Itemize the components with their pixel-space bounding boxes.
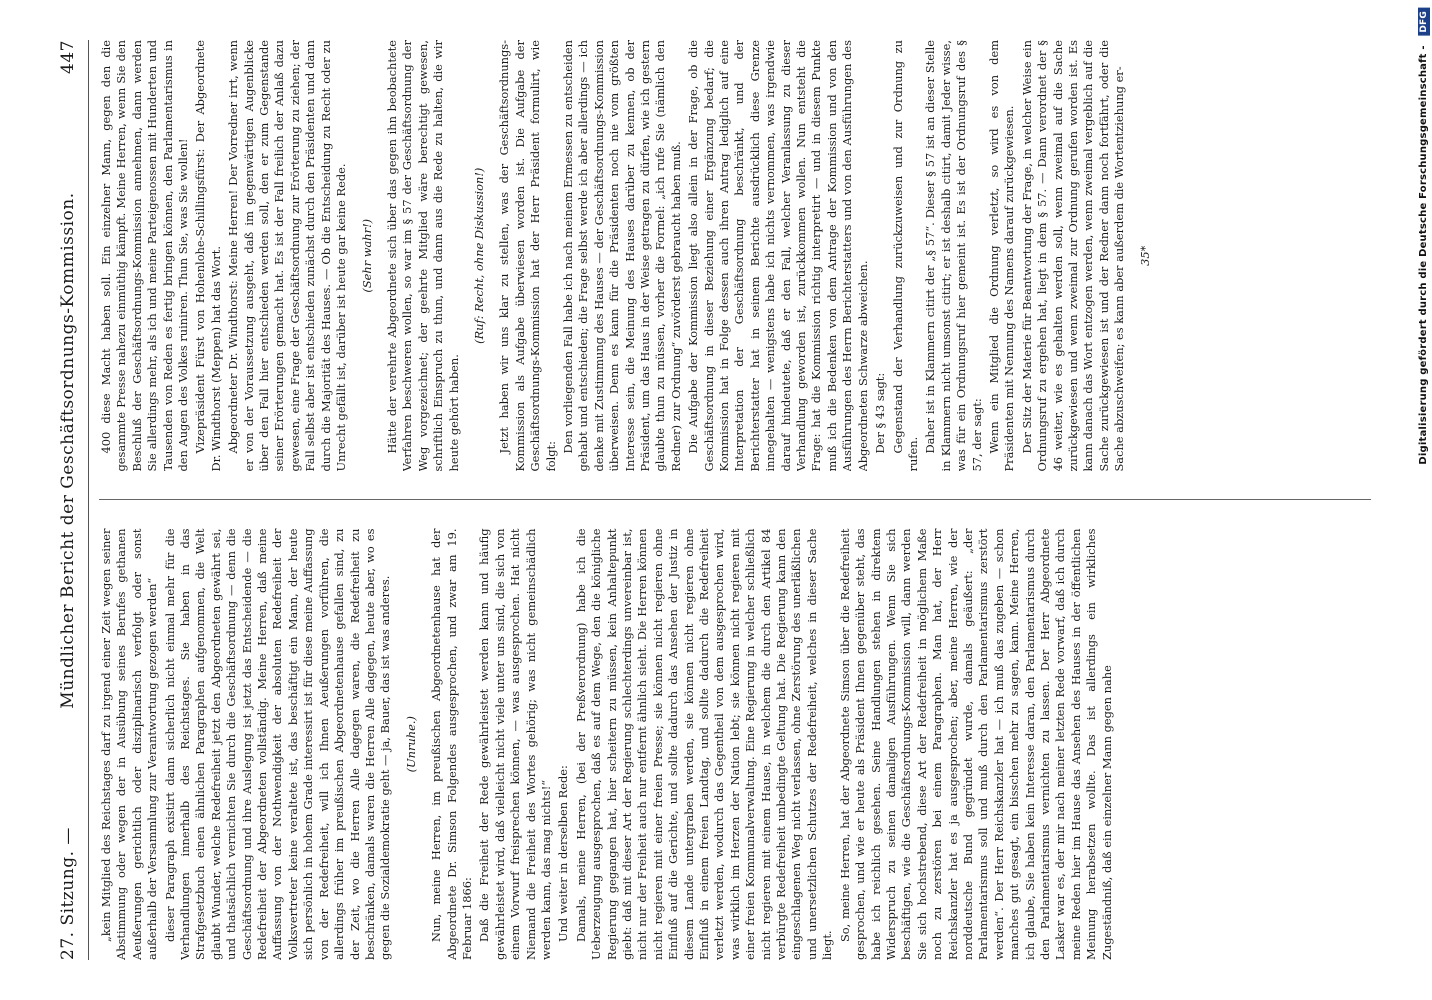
paragraph: Daß die Freiheit der Rede gewährleistet werden kann und häufig gewährleistet wird, daß vielleicht nicht viele unter uns sind, die sich von einem Vorwurf freisprechen können, — was ausgesprochen. Hat nicht Niemand die Freiheit des Wortes gehörig; was nicht gemeinschädlich werden kann, das mag nichts!“ xyxy=(477,528,553,960)
interjection: (Unruhe.) xyxy=(403,716,418,773)
signature-mark: 35* xyxy=(1137,245,1152,266)
paragraph: Jetzt haben wir uns klar zu stellen, was der Geschäftsordnungs-Kommission als Aufgabe überwiesen worden ist. Die Aufgabe der Geschäftsordnungs-Kommission hat der Herr Präsident formulirt, wie folgt: xyxy=(497,40,558,472)
paragraph: Der § 43 sagt: xyxy=(873,372,888,454)
paragraph: Gegenstand der Verhandlung zurückzuweisen und zur Ordnung zu rufen. xyxy=(890,40,920,472)
digitization-credit xyxy=(1418,8,1430,465)
paragraph: Abgeordneter Dr. Windthorst: Meine Herren! Der Vorredner irrt, wenn er von der Voraussetzung ausgeht, daß im gegenwärtigen Augenblicke über den Fall hier entschieden werden soll, den er zum Gegenstande seiner Erörterungen gemacht hat. Es ist der Fall freilich der Anlaß dazu gewesen, eine Frage der Geschäftsordnung zur Erörterung zu ziehen; der Fall selbst aber ist entschieden zunächst durch den Präsidenten und dann durch die Majorität des Hauses. — Ob die Entscheidung zu Recht oder zu Unrecht gefällt ist, darüber ist heute gar keine Rede. xyxy=(226,40,349,472)
paragraph: 400 diese Macht haben soll. Ein einzelner Mann, gegen den die gesammte Presse nahezu einmüthig kämpft. Meine Herren, wenn Sie den Beschluß der Geschäftsordnungs-Kommission annehmen, dann werden Sie allerdings mehr, als ich und meine Parteigenossen mit Hunderten und Tausenden von Reden es fertig bringen können, den Parlamentarismus in den Augen des Volkes ruiniren. Thun Sie, was Sie wollen! xyxy=(99,40,191,472)
page-number: 447 xyxy=(58,40,78,74)
left-column xyxy=(99,529,1371,961)
paragraph: „kein Mitglied des Reichstages darf zu irgend einer Zeit wegen seiner Abstimmung oder wegen der in Ausübung seines Berufes gethanen Aeußerungen gerichtlich oder disziplinarisch verfolgt oder sonst außerhalb der Versammlung zur Verantwortung gezogen werden“ xyxy=(99,528,160,960)
paragraph: Und weiter in derselben Rede: xyxy=(556,765,571,942)
running-head xyxy=(58,40,89,960)
interjection: (Sehr wahr!) xyxy=(359,218,374,293)
dfg-logo: DFG xyxy=(1418,8,1430,36)
paragraph: Die Aufgabe der Kommission liegt also allein in der Frage, ob die Geschäftsordnung in dieser Beziehung einer Ergänzung bedarf; die Kommission hat in Folge dessen auch ihren Antrag lediglich auf eine Interpretation der Geschäftsordnung beschränkt, und der Berichterstatter hat in seinem Berichte ausdrücklich diese Grenze innegehalten — wenigstens habe ich nichts vernommen, was irgendwie darauf hindeutete, daß er den Fall, welcher Veranlassung zu dieser Verhandlung geworden ist, zurückkommen wollen. Nun entsteht die Frage: hat die Kommission richtig interpretirt — und in diesem Punkte muß ich die Bedenken von dem Antrage der Kommission und von den Ausführungen des Herrn Berichterstatters und von den Ausführungen des Abgeordneten Schwarze abweichen. xyxy=(686,40,870,472)
report-title: Mündlicher Bericht der Geschäftsordnungs-Kommission. xyxy=(58,192,78,709)
text-columns xyxy=(99,40,1371,960)
right-column xyxy=(99,40,1371,472)
paragraph: Damals, meine Herren, (bei der Preßverordnung) habe ich die Ueberzeugung ausgesprochen, daß es auf dem Wege, den die königliche Regierung gegangen hat, hier scheitern zu müssen, kein Anhaltepunkt giebt: daß mit dieser Art der Regierung schlechterdings unvereinbar ist, nicht nur der Freiheit auch nur entfernt ähnlich sieht. Die Herren können nicht regieren mit einer freien Presse; sie können nicht regieren ohne Einfluß auf die Gerichte, und sollte dadurch das Ansehen der Justiz in diesem Lande untergraben werden, sie können nicht regieren ohne Einfluß in einem freien Landtag, und sollte dadurch die Redefreiheit verletzt werden, wodurch das Gegentheil von dem ausgesprochen wird, was wirklich im Herzen der Nation lebt; sie können nicht regieren mit einer freien Kommunalverwaltung. Eine Regierung in welcher schließlich nicht regieren mit einem Hause, in welchem die durch den Artikel 84 verbürgte Redefreiheit unbedingte Geltung hat. Die Regierung kann den eingeschlagenen Weg nicht verlassen, ohne Zerstörung des unerläßlichen und unersetzlichen Schutzes der Redefreiheit, welches in dieser Sache liegt. xyxy=(573,528,835,960)
paragraph: Wenn ein Mitglied die Ordnung verletzt, so wird es von dem Präsidenten mit Nennung des Namens darauf zurückgewiesen. xyxy=(986,40,1017,472)
speaker-line: Vizepräsident Fürst von Hohenlohe-Schillingsfürst: Der Abgeordnete Dr. Windthorst (Meppen) hat das Wort. xyxy=(193,40,223,472)
paragraph: Daher ist in Klammern citirt der „§ 57“. Dieser § 57 ist an dieser Stelle in Klammern nicht umsonst citirt; er ist deshalb citirt, damit Jeder wisse, was für ein Ordnungsruf hier gemeint ist. Es ist der Ordnungsruf des § 57, der sagt: xyxy=(923,40,984,472)
credit-text: Digitalisierung gefördert durch die Deutsche Forschungsgemeinschaft - xyxy=(1418,45,1429,465)
paragraph: So, meine Herren, hat der Abgeordnete Simson über die Redefreiheit gesprochen, und wie er heute als Präsident Ihnen gegenüber steht, das habe ich reichlich gesehen. Seine Handlungen stehen in direktem Widerspruch zu seinen damaligen Ausführungen. Wenn Sie sich beschäftigen, wie die Geschäftsordnungs-Kommission will, dann werden Sie sich hochstrebend, diese Art der Redefreiheit in möglichem Maße noch zu zerstören bei einem Paragraphen. Man hat, der Herr Reichskanzler hat es ja ausgesprochen; aber, meine Herren, wie der norddeutsche Bund gegründet wurde, damals geäußert: „der Parlamentarismus soll und muß durch den Parlamentarismus zerstört werden“. Der Herr Reichskanzler hat — ich muß das zugeben — schon manches gut gesagt, ein bisschen mehr zu sagen, kann. Meine Herren, ich glaube, Sie haben kein Interesse daran, den Parlamentarismus durch den Parlamentarismus vernichten zu lassen. Der Herr Abgeordnete Lasker war es, der mir nach meiner letzten Rede vorwarf, daß ich durch meine Reden hier im Hause das Ansehen des Hauses in der öffentlichen Meinung herabsetzen wollte. Das ist allerdings ein wirkliches Zugeständniß, daß ein einzelner Mann gegen nahe xyxy=(837,528,1114,960)
paragraph: Den vorliegenden Fall habe ich nach meinem Ermessen zu entscheiden gehabt und entschieden; die Frage selbst werde ich aber allerdings — ich denke mit Zustimmung des Hauses — der Geschäftsordnungs-Kommission überweisen. Denn es kann für die Präsidenten noch nie vom größten Interesse sein, die Meinung des Hauses darüber zu kennen, ob der Präsident, um das Haus in der Weise getragen zu dürfen, wie ich gestern glaubte thun zu müssen, vorher die Formel: „ich rufe Sie (nämlich den Redner) zur Ordnung“ zuvörderst gebraucht haben muß. xyxy=(560,40,683,472)
interjection: (Ruf: Recht, ohne Diskussion!) xyxy=(471,167,486,344)
paragraph: Hätte der verehrte Abgeordnete sich über das gegen ihn beobachtete Verfahren beschweren wollen, so war im § 57 der Geschäftsordnung der Weg vorgezeichnet; der geehrte Mitglied wäre berechtigt gewesen, schriftlich Einspruch zu thun, und dann aus die Rede zu halten, die wir heute gehört haben. xyxy=(384,40,461,472)
column-divider xyxy=(99,500,1371,501)
session-label: 27. Sitzung. — xyxy=(58,827,78,960)
paragraph: Der Sitz der Materie für Beantwortung der Frage, in welcher Weise ein Ordnungsruf zu ergehen hat, liegt in dem § 57. — Dann verordnet der § 46 weiter, wie es gehalten werden soll, wenn zweimal auf die Sache zurückgewiesen und wenn zweimal zur Ordnung gerufen worden ist. Es kann danach das Wort entzogen werden, wenn zweimal vergeblich auf die Sache zurückgewiesen ist und der Redner dann noch fortfährt, oder die Sache abzuschweifen; es kann aber außerdem die Wortentziehung er- xyxy=(1019,40,1127,472)
paragraph: dieser Paragraph existirt dann sicherlich nicht einmal mehr für die Verhandlungen innerhalb des Reichstages. Sie haben in das Strafgesetzbuch einen ähnlichen Paragraphen aufgenommen, die Welt glaubt Wunder, welche Redefreiheit jetzt den Abgeordneten gewährt sei, und thatsächlich vernichten Sie durch die Geschäftsordnung — denn die Geschäftsordnung und ihre Auslegung ist jetzt das Entscheidende — die Redefreiheit der Abgeordneten vollständig. Meine Herren, daß meine Auffassung von der Nothwendigkeit der absoluten Redefreiheit der Volksvertreter keine veraltete ist, das beschäftigt ein Mann, der heute sich persönlich in hohem Grade interessirt ist für diese meine Auffassung von der Redefreiheit, will ich Ihnen Aeußerungen vorführen, die allerdings früher im preußischen Abgeordnetenhause gefallen sind, zu der Zeit, wo die Herren Alle dagegen waren, die Redefreiheit zu beschränken, damals waren die Herren Alle dagegen, heute aber, wo es gegen die Sozialdemokratie geht — ja, Bauer, das ist was anderes. xyxy=(162,528,393,960)
paragraph: Nun, meine Herren, im preußischen Abgeordnetenhause hat der Abgeordnete Dr. Simson Folgendes ausgesprochen, und zwar am 19. Februar 1866: xyxy=(429,528,474,960)
